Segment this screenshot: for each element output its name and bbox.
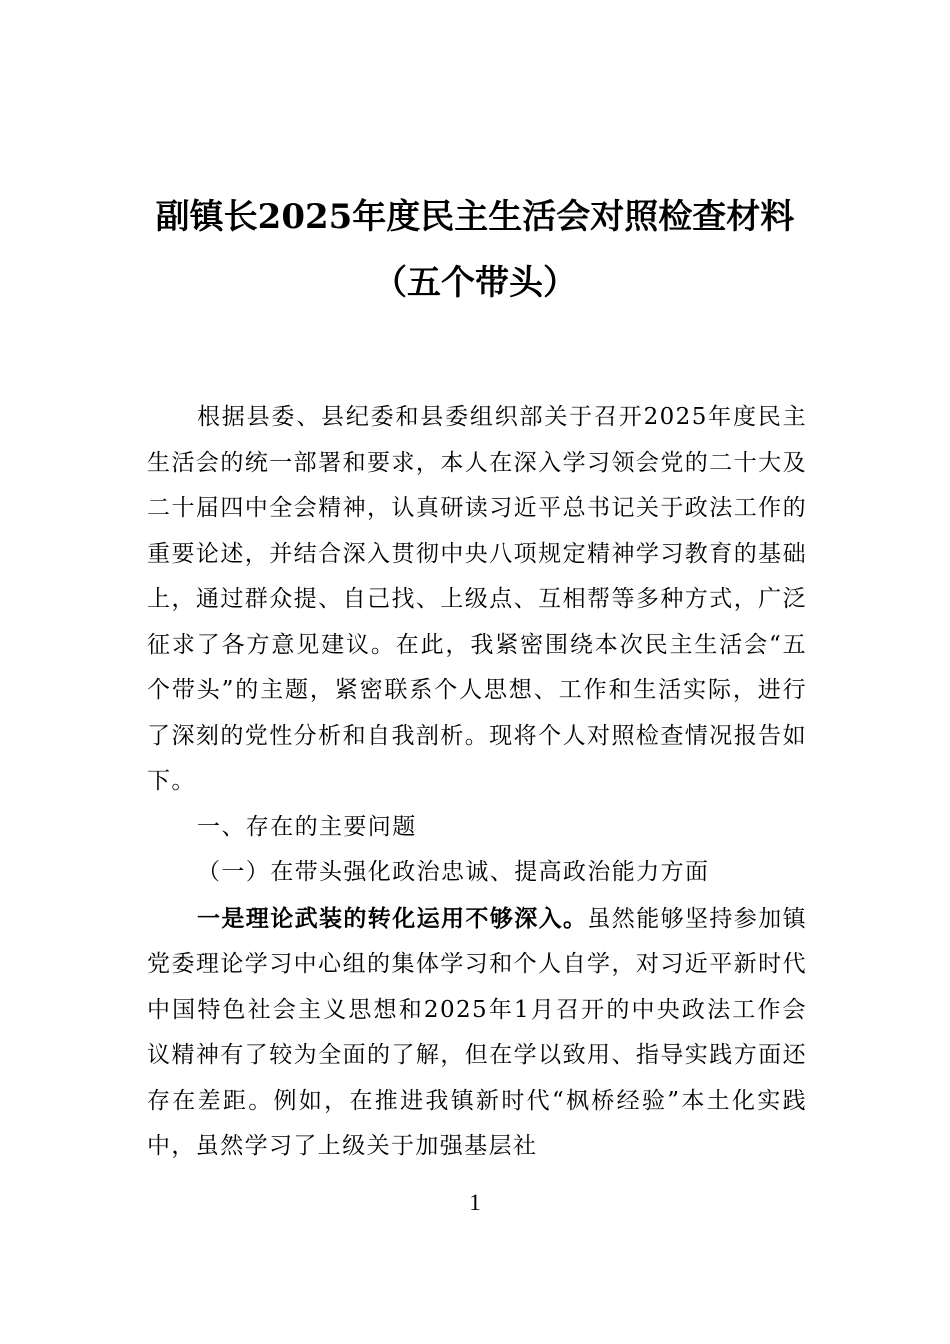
document-title: 副镇长2025年度民主生活会对照检查材料: [155, 197, 795, 237]
point-text: 虽然能够坚持参加镇党委理论学习中心组的集体学习和个人自学，对习近平新时代中国特色社会主义思想和2025年1月召开的中央政法工作会议精神有了较为全面的了解，但在学以致用、指导实践方面还存在差距。例如，在推进我镇新时代“枫桥经验”本土化实践中，虽然学习了上级关于加强基层社: [147, 905, 808, 1159]
section-heading: 一、存在的主要问题: [197, 813, 417, 840]
page-number: 1: [469, 1190, 481, 1215]
point-lead: 一是理论武装的转化运用不够深入。: [197, 904, 588, 932]
point-paragraph: [147, 896, 807, 1170]
subsection-heading: （一）在带头强化政治忠诚、提高政治能力方面: [197, 859, 710, 885]
intro-paragraph: 根据县委、县纪委和县委组织部关于召开2025年度民主生活会的统一部署和要求，本人在深入学习领会党的二十大及二十届四中全会精神，认真研读习近平总书记关于政法工作的重要论述，并结合深入贯彻中央八项规定精神学习教育的基础上，通过群众提、自己找、上级点、互相帮等多种方式，广泛征求了各方意见建议。在此，我紧密围绕本次民主生活会“五个带头”的主题，紧密联系个人思想、工作和生活实际，进行了深刻的党性分析和自我剖析。现将个人对照检查情况报告如下。: [147, 404, 807, 794]
document-subtitle: （五个带头）: [373, 263, 577, 303]
document-body: [147, 395, 807, 1170]
